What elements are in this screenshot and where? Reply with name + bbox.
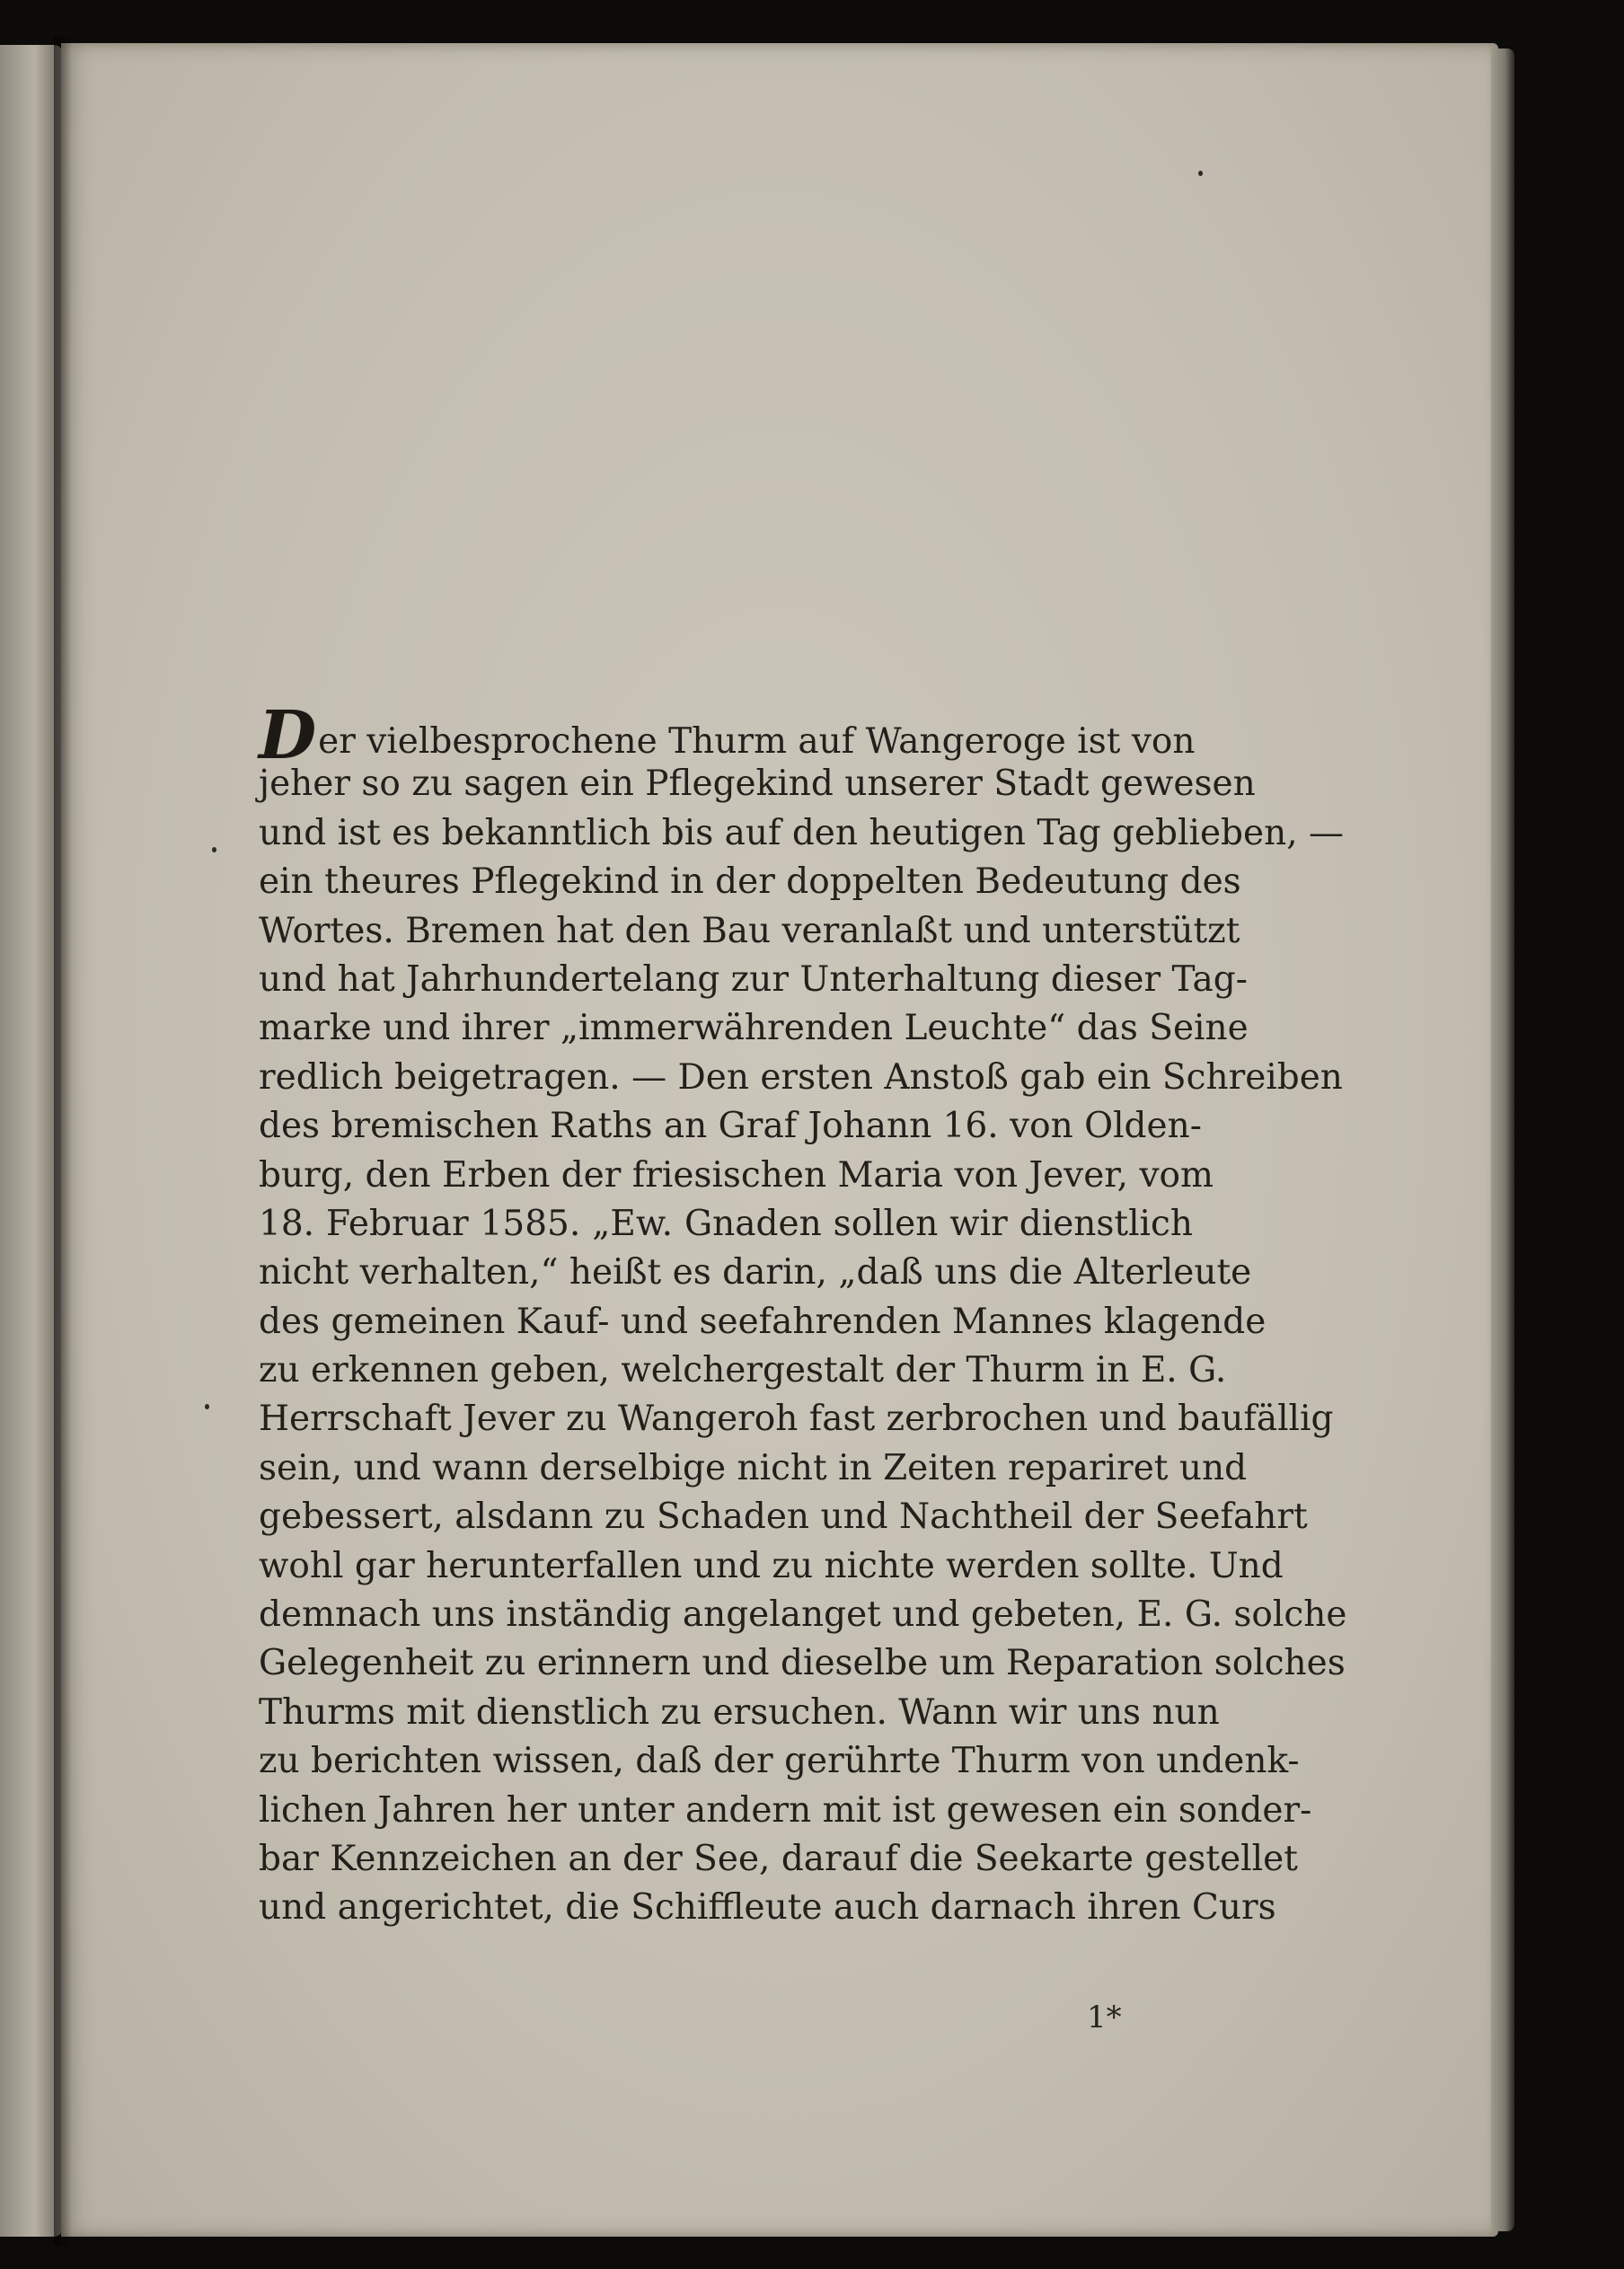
text-line: wohl gar herunterfallen und zu nichte werden sollte. Und xyxy=(259,1545,1284,1586)
text-line: demnach uns inständig angelanget und gebeten, E. G. solche xyxy=(259,1594,1347,1636)
text-line: und ist es bekanntlich bis auf den heutigen Tag geblieben, — xyxy=(259,812,1345,853)
ink-speck xyxy=(1198,171,1203,176)
text-line: Herrschaft Jever zu Wangeroh fast zerbrochen und baufällig xyxy=(259,1399,1334,1440)
text-line: Thurms mit dienstlich zu ersuchen. Wann wir uns nun xyxy=(259,1691,1220,1733)
text-line: Gelegenheit zu erinnern und dieselbe um Reparation solches xyxy=(259,1643,1346,1684)
signature-mark: 1* xyxy=(1087,2000,1122,2035)
body-text xyxy=(259,697,1347,1933)
text-line: des gemeinen Kauf- und seefahrenden Mannes klagende xyxy=(259,1301,1267,1342)
text-line: und hat Jahrhundertelang zur Unterhaltung dieser Tag- xyxy=(259,958,1248,1000)
text-line: zu erkennen geben, welchergestalt der Thurm in E. G. xyxy=(259,1350,1227,1391)
first-line-text: er vielbesprochene Thurm auf Wangeroge ist von xyxy=(318,721,1196,762)
text-line: bar Kennzeichen an der See, darauf die Seekarte gestellet xyxy=(259,1838,1298,1879)
page-fore-edge xyxy=(1491,49,1514,2231)
text-line: Wortes. Bremen hat den Bau veranlaßt und unterstützt xyxy=(259,910,1240,951)
text-line: burg, den Erben der friesischen Maria von Jever, vom xyxy=(259,1154,1214,1196)
ink-speck xyxy=(205,1404,209,1409)
text-line: zu berichten wissen, daß der gerührte Thurm von undenk- xyxy=(259,1741,1300,1782)
text-line: jeher so zu sagen ein Pflegekind unserer Stadt gewesen xyxy=(259,764,1256,805)
text-line: sein, und wann derselbige nicht in Zeiten repariret und xyxy=(259,1447,1248,1488)
text-line: gebessert, alsdann zu Schaden und Nachtheil der Seefahrt xyxy=(259,1496,1308,1538)
text-line: marke und ihrer „immerwährenden Leuchte“ das Seine xyxy=(259,1008,1249,1049)
text-line: und angerichtet, die Schiffleute auch darnach ihren Curs xyxy=(259,1887,1276,1929)
gutter-shadow xyxy=(54,36,72,2246)
text-line: lichen Jahren her unter andern mit ist gewesen ein sonder- xyxy=(259,1789,1312,1831)
text-line-1 xyxy=(259,697,1196,774)
text-line: nicht verhalten,“ heißt es darin, „daß uns die Alterleute xyxy=(259,1252,1252,1293)
text-line: 18. Februar 1585. „Ew. Gnaden sollen wir dienstlich xyxy=(259,1203,1193,1244)
text-line: redlich beigetragen. — Den ersten Anstoß gab ein Schreiben xyxy=(259,1056,1343,1098)
ink-speck xyxy=(212,847,216,852)
text-line: ein theures Pflegekind in der doppelten Bedeutung des xyxy=(259,861,1241,903)
drop-cap: D xyxy=(259,697,317,774)
text-line: des bremischen Raths an Graf Johann 16. von Olden- xyxy=(259,1106,1202,1147)
